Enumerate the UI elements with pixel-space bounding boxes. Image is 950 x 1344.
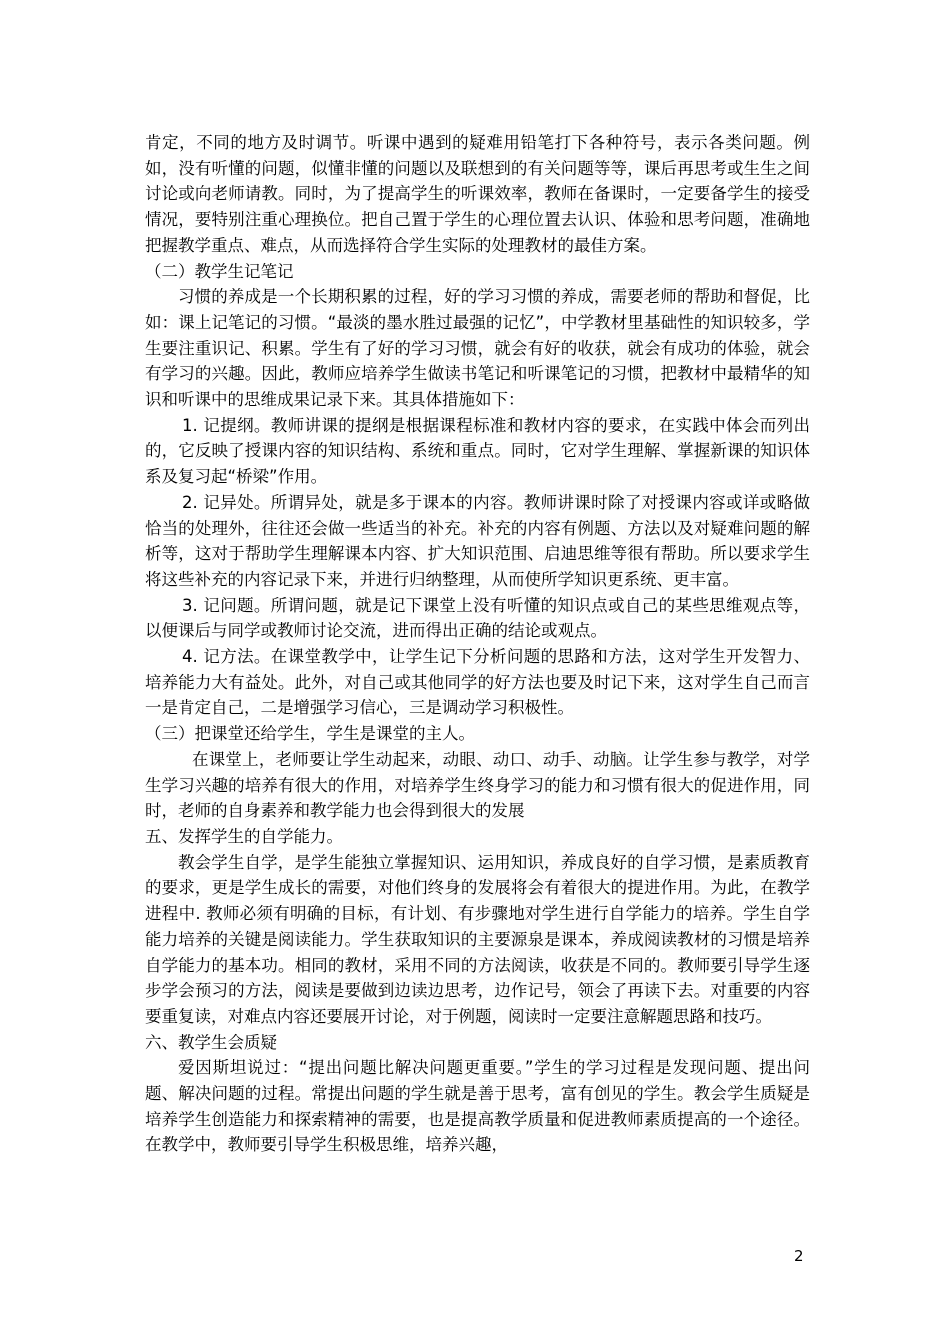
paragraph-questioning: 爱因斯坦说过：“提出问题比解决问题更重要。”学生的学习过程是发现问题、提出问题、解决问题的过程。常提出问题的学生就是善于思考，富有创见的学生。教会学生质疑是培养学生创造能力和探索精神的需要，也是提高教学质量和促进教师素质提高的一个途径。在教学中，教师要引导学生积极思维，培养兴趣， bbox=[145, 1058, 810, 1155]
paragraph-habit: 习惯的养成是一个长期积累的过程，好的学习习惯的养成，需要老师的帮助和督促，比如：课上记笔记的习惯。“最淡的墨水胜过最强的记忆”，中学教材里基础性的知识较多，学生要注重识记、积累。学生有了好的学习习惯，就会有好的收获，就会有成功的体验，就会有学习的兴趣。因此，教师应培养学生做读书笔记和听课笔记的习惯，把教材中最精华的知识和听课中的思维成果记录下来。其具体措施如下： bbox=[145, 287, 810, 410]
list-item-differences: 2. 记异处。所谓异处，就是多于课本的内容。教师讲课时除了对授课内容或详或略做恰当的处理外，往往还会做一些适当的补充。补充的内容有例题、方法以及对疑难问题的解析等，这对于帮助学生理解课本内容、扩大知识范围、启迪思维等很有帮助。所以要求学生将这些补充的内容记录下来，并进行归纳整理，从而使所学知识更系统、更丰富。 bbox=[145, 492, 810, 589]
document-body bbox=[145, 130, 810, 1158]
list-item-methods: 4. 记方法。在课堂教学中，让学生记下分析问题的思路和方法，这对学生开发智力、培养能力大有益处。此外，对自己或其他同学的好方法也要及时记下来，这对学生自己而言一是肯定自己，二是增强学习信心，三是调动学习积极性。 bbox=[145, 647, 810, 718]
section-heading-questioning: 六、教学生会质疑 bbox=[145, 1032, 277, 1052]
section-heading-classroom: （三）把课堂还给学生，学生是课堂的主人。 bbox=[145, 724, 475, 744]
paragraph-classroom: 在课堂上，老师要让学生动起来，动眼、动口、动手、动脑。让学生参与教学，对学生学习兴趣的培养有很大的作用，对培养学生终身学习的能力和习惯有很大的促进作用，同时，老师的自身素养和教学能力也会得到很大的发展 bbox=[145, 749, 810, 821]
section-heading-self-study: 五、发挥学生的自学能力。 bbox=[145, 826, 343, 846]
paragraph-continuation: 肯定，不同的地方及时调节。听课中遇到的疑难用铅笔打下各种符号，表示各类问题。例如，没有听懂的问题，似懂非懂的问题以及联想到的有关问题等等，课后再思考或生生之间讨论或向老师请教。同时，为了提高学生的听课效率，教师在备课时，一定要备学生的接受情况，要特别注重心理换位。把自己置于学生的心理位置去认识、体验和思考问题，准确地把握教学重点、难点，从而选择符合学生实际的处理教材的最佳方案。 bbox=[145, 133, 810, 255]
section-heading-take-notes: （二）教学生记笔记 bbox=[145, 261, 294, 281]
list-item-outline: 1. 记提纲。教师讲课的提纲是根据课程标准和教材内容的要求，在实践中体会而列出的，它反映了授课内容的知识结构、系统和重点。同时，它对学生理解、掌握新课的知识体系及复习起“桥梁”作用。 bbox=[145, 415, 810, 487]
list-item-questions: 3. 记问题。所谓问题，就是记下课堂上没有听懂的知识点或自己的某些思维观点等，以便课后与同学或教师讨论交流，进而得出正确的结论或观点。 bbox=[145, 595, 810, 641]
paragraph-self-study: 教会学生自学，是学生能独立掌握知识、运用知识，养成良好的自学习惯，是素质教育的要求，更是学生成长的需要，对他们终身的发展将会有着很大的提进作用。为此，在教学进程中. 教师必须有明确的目标，有计划、有步骤地对学生进行自学能力的培养。学生自学能力培养的关键是阅读能力。学生获取知识的主要源泉是课本，养成阅读教材的习惯是培养自学能力的基本功。相同的教材，采用不同的方法阅读，收获是不同的。教师要引导学生逐步学会预习的方法，阅读是要做到边读边思考，边作记号，领会了再读下去。对重要的内容要重复读，对难点内容还要展开讨论，对于例题，阅读时一定要注意解题思路和技巧。 bbox=[145, 852, 810, 1026]
page-number: 2 bbox=[794, 1247, 804, 1265]
